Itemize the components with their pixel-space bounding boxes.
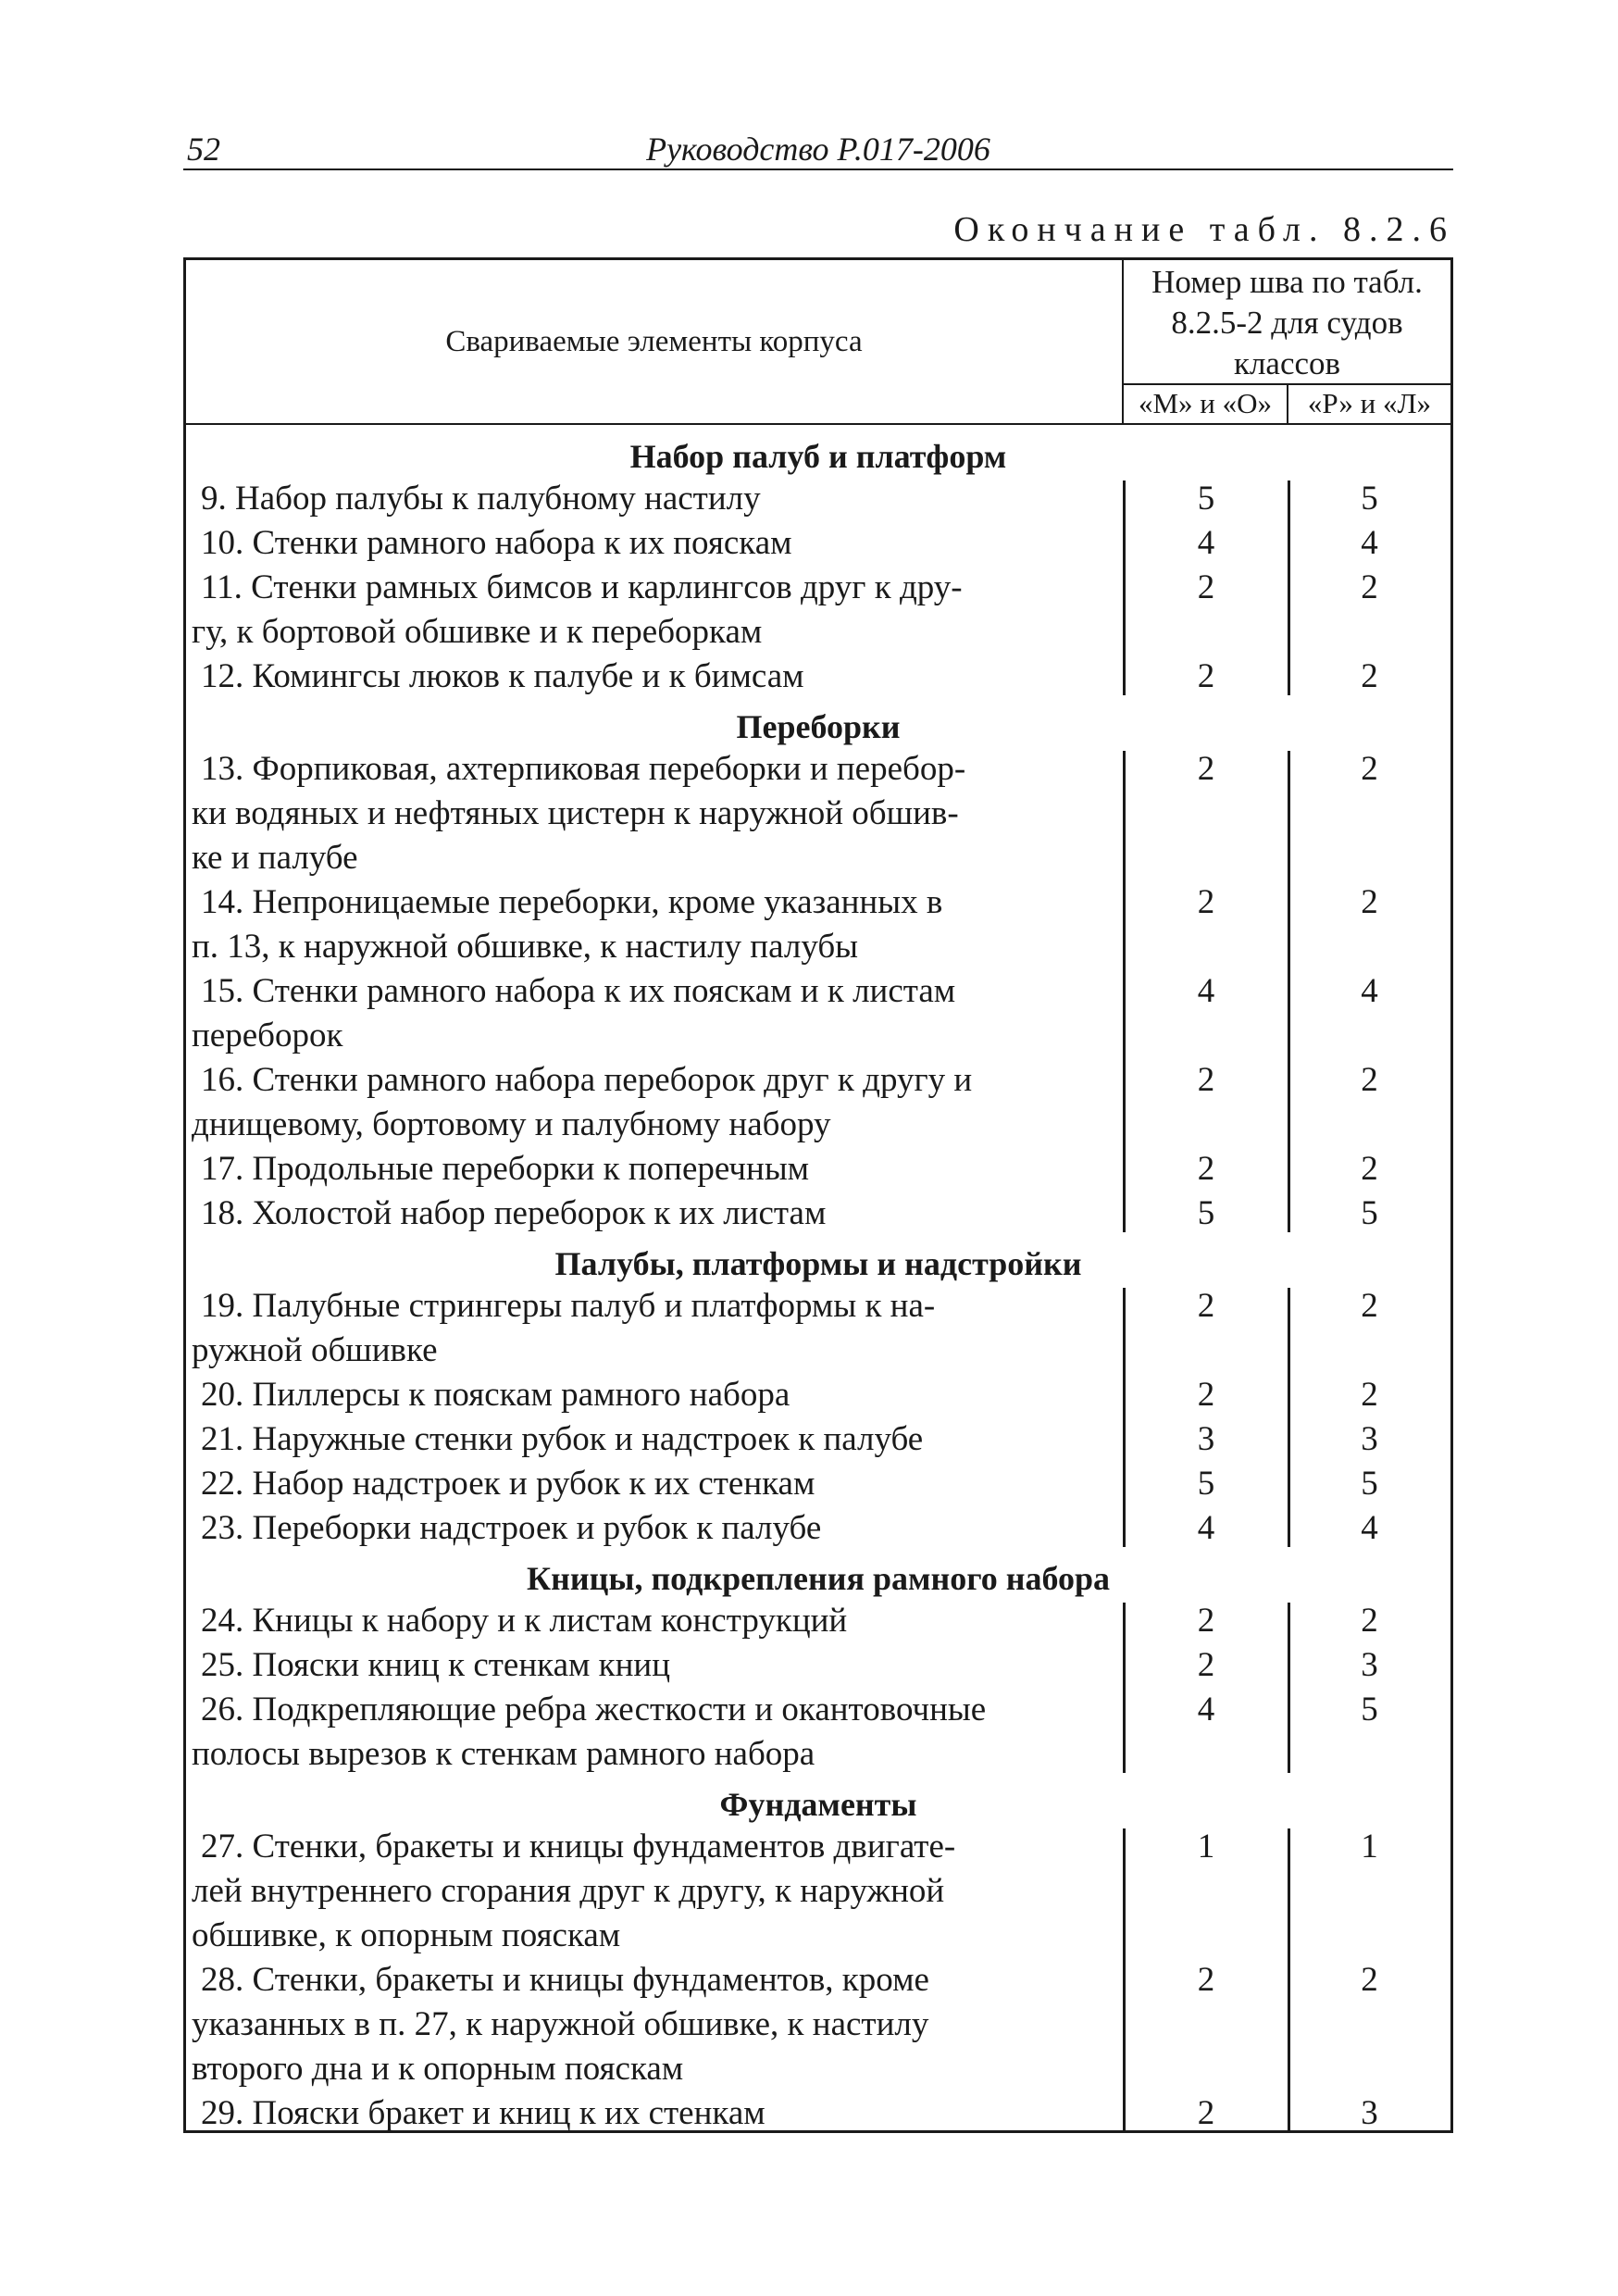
seam-number-class-r-l: 5 xyxy=(1361,1194,1378,1232)
seam-number-class-m-o: 2 xyxy=(1197,883,1215,921)
table-caption: Окончание табл. 8.2.6 xyxy=(953,210,1455,249)
seam-number-class-m-o: 2 xyxy=(1197,2094,1215,2132)
description-line: гу, к бортовой обшивке и к переборкам xyxy=(192,613,763,651)
seam-number-class-m-o: 2 xyxy=(1197,1646,1215,1684)
seam-number-class-r-l: 3 xyxy=(1361,2094,1378,2132)
description-line: 14. Непроницаемые переборки, кроме указанных в xyxy=(201,883,943,921)
weld-table xyxy=(183,257,1453,2133)
description-line: 22. Набор надстроек и рубок к их стенкам xyxy=(201,1465,815,1503)
seam-number-class-r-l: 5 xyxy=(1361,480,1378,518)
row-element-description xyxy=(186,1417,1124,1462)
description-line: лей внутреннего сгорания друг к другу, к наружной xyxy=(192,1872,945,1910)
seam-number-class-m-o: 2 xyxy=(1197,1602,1215,1640)
description-line: 25. Пояски книц к стенкам книц xyxy=(201,1646,671,1684)
table-body xyxy=(186,429,1450,2136)
description-line: 17. Продольные переборки к поперечным xyxy=(201,1150,810,1188)
seam-number-class-r-l: 1 xyxy=(1361,1828,1378,1866)
seam-number-class-m-o: 5 xyxy=(1197,1465,1215,1503)
seam-number-class-m-o: 2 xyxy=(1197,1150,1215,1188)
seam-number-class-r-l: 2 xyxy=(1361,1961,1378,1999)
seam-number-class-m-o: 3 xyxy=(1197,1420,1215,1458)
seam-number-class-r-l: 4 xyxy=(1361,524,1378,562)
description-line: 29. Пояски бракет и книц к их стенкам xyxy=(201,2094,765,2132)
row-element-description xyxy=(186,1462,1124,1506)
seam-number-class-r-l: 2 xyxy=(1361,568,1378,606)
row-element-description xyxy=(186,969,1124,1058)
table-row xyxy=(186,1058,1450,1147)
section-rows xyxy=(186,1599,1450,1777)
description-line: днищевому, бортовому и палубному набору xyxy=(192,1105,831,1143)
description-line: ружной обшивке xyxy=(192,1331,438,1369)
description-line: переборок xyxy=(192,1017,343,1054)
row-element-description xyxy=(186,566,1124,655)
page-number: 52 xyxy=(187,131,220,168)
row-element-description xyxy=(186,1058,1124,1147)
description-line: 10. Стенки рамного набора к их пояскам xyxy=(201,524,792,562)
row-element-description xyxy=(186,1506,1124,1551)
section-rows xyxy=(186,747,1450,1236)
description-line: 19. Палубные стрингеры палуб и платформы к на- xyxy=(201,1287,936,1325)
table-row xyxy=(186,1599,1450,1643)
seam-number-class-r-l: 2 xyxy=(1361,1150,1378,1188)
seam-number-class-r-l: 2 xyxy=(1361,1287,1378,1325)
seam-number-class-m-o: 1 xyxy=(1197,1828,1215,1866)
column-header-class-r-l: «Р» и «Л» xyxy=(1288,385,1450,425)
section-title: Набор палуб и платформ xyxy=(629,438,1007,475)
table-row xyxy=(186,1688,1450,1777)
seam-number-class-r-l: 5 xyxy=(1361,1691,1378,1728)
seam-number-class-r-l: 4 xyxy=(1361,1509,1378,1547)
table-row xyxy=(186,1373,1450,1417)
running-title: Руководство Р.017-2006 xyxy=(646,131,990,168)
seam-number-class-m-o: 4 xyxy=(1197,1691,1215,1728)
table-row xyxy=(186,747,1450,880)
row-element-description xyxy=(186,880,1124,969)
seam-number-class-m-o: 4 xyxy=(1197,1509,1215,1547)
description-line: 24. Кницы к набору и к листам конструкций xyxy=(201,1602,848,1640)
seam-number-class-m-o: 5 xyxy=(1197,480,1215,518)
description-line: 16. Стенки рамного набора переборок друг к другу и xyxy=(201,1061,973,1099)
table-row xyxy=(186,566,1450,655)
row-element-description xyxy=(186,2091,1124,2136)
table-row xyxy=(186,1958,1450,2091)
table-row xyxy=(186,1417,1450,1462)
table-row xyxy=(186,2091,1450,2136)
description-line: 12. Комингсы люков к палубе и к бимсам xyxy=(201,657,804,695)
table-row xyxy=(186,655,1450,699)
seam-number-class-r-l: 2 xyxy=(1361,1061,1378,1099)
description-line: 21. Наружные стенки рубок и надстроек к палубе xyxy=(201,1420,924,1458)
seam-number-class-r-l: 2 xyxy=(1361,1376,1378,1414)
seam-number-class-m-o: 2 xyxy=(1197,1961,1215,1999)
table-row xyxy=(186,1462,1450,1506)
table-row xyxy=(186,1643,1450,1688)
page-header xyxy=(183,128,1453,170)
description-line: полосы вырезов к стенкам рамного набора xyxy=(192,1735,815,1773)
section-rows xyxy=(186,1284,1450,1551)
description-line: 15. Стенки рамного набора к их пояскам и к листам xyxy=(201,972,956,1010)
row-element-description xyxy=(186,521,1124,566)
seam-number-class-m-o: 2 xyxy=(1197,657,1215,695)
table-row xyxy=(186,1147,1450,1192)
seam-number-class-m-o: 2 xyxy=(1197,568,1215,606)
row-element-description xyxy=(186,1688,1124,1777)
table-row xyxy=(186,969,1450,1058)
section-title: Фундаменты xyxy=(719,1786,917,1823)
table-row xyxy=(186,1284,1450,1373)
table-row xyxy=(186,521,1450,566)
description-line: 18. Холостой набор переборок к их листам xyxy=(201,1194,827,1232)
description-line: 13. Форпиковая, ахтерпиковая переборки и перебор- xyxy=(201,750,966,788)
seam-number-class-m-o: 5 xyxy=(1197,1194,1215,1232)
row-element-description xyxy=(186,1147,1124,1192)
seam-number-class-m-o: 4 xyxy=(1197,524,1215,562)
column-header-seam-number: Номер шва по табл. 8.2.5-2 для судов классов xyxy=(1124,260,1450,385)
description-line: обшивке, к опорным пояскам xyxy=(192,1916,621,1954)
table-row xyxy=(186,477,1450,521)
row-element-description xyxy=(186,1192,1124,1236)
description-line: 23. Переборки надстроек и рубок к палубе xyxy=(201,1509,822,1547)
description-line: 11. Стенки рамных бимсов и карлингсов друг к дру- xyxy=(201,568,963,606)
table-row xyxy=(186,880,1450,969)
description-line: ке и палубе xyxy=(192,839,358,877)
section-rows xyxy=(186,1825,1450,2136)
row-element-description xyxy=(186,1643,1124,1688)
column-header-class-m-o: «М» и «О» xyxy=(1124,385,1288,425)
row-element-description xyxy=(186,477,1124,521)
description-line: 28. Стенки, бракеты и кницы фундаментов, кроме xyxy=(201,1961,929,1999)
seam-number-class-r-l: 3 xyxy=(1361,1420,1378,1458)
seam-number-class-r-l: 3 xyxy=(1361,1646,1378,1684)
seam-number-class-m-o: 4 xyxy=(1197,972,1215,1010)
description-line: 26. Подкрепляющие ребра жесткости и окантовочные xyxy=(201,1691,987,1728)
seam-number-class-m-o: 2 xyxy=(1197,1376,1215,1414)
row-element-description xyxy=(186,1825,1124,1958)
row-element-description xyxy=(186,747,1124,880)
seam-number-class-m-o: 2 xyxy=(1197,1061,1215,1099)
section-rows xyxy=(186,477,1450,699)
description-line: 27. Стенки, бракеты и кницы фундаментов двигате- xyxy=(201,1828,956,1866)
row-element-description xyxy=(186,1599,1124,1643)
seam-number-class-m-o: 2 xyxy=(1197,1287,1215,1325)
description-line: п. 13, к наружной обшивке, к настилу палубы xyxy=(192,928,859,966)
row-element-description xyxy=(186,1284,1124,1373)
section-title: Переборки xyxy=(736,708,901,745)
seam-number-class-r-l: 2 xyxy=(1361,750,1378,788)
table-row xyxy=(186,1506,1450,1551)
row-element-description xyxy=(186,655,1124,699)
description-line: 20. Пиллерсы к пояскам рамного набора xyxy=(201,1376,790,1414)
row-element-description xyxy=(186,1373,1124,1417)
seam-number-class-r-l: 2 xyxy=(1361,657,1378,695)
description-line: указанных в п. 27, к наружной обшивке, к настилу xyxy=(192,2005,929,2043)
row-element-description xyxy=(186,1958,1124,2091)
seam-number-class-r-l: 2 xyxy=(1361,1602,1378,1640)
section-title: Кницы, подкрепления рамного набора xyxy=(527,1560,1110,1597)
section-title: Палубы, платформы и надстройки xyxy=(554,1245,1082,1282)
description-line: 9. Набор палубы к палубному настилу xyxy=(201,480,761,518)
description-line: ки водяных и нефтяных цистерн к наружной обшив- xyxy=(192,794,959,832)
table-row xyxy=(186,1825,1450,1958)
seam-number-class-r-l: 4 xyxy=(1361,972,1378,1010)
seam-number-class-r-l: 2 xyxy=(1361,883,1378,921)
table-row xyxy=(186,1192,1450,1236)
description-line: второго дна и к опорным пояскам xyxy=(192,2050,684,2088)
column-header-elements: Свариваемые элементы корпуса xyxy=(186,260,1124,425)
seam-number-class-m-o: 2 xyxy=(1197,750,1215,788)
seam-number-class-r-l: 5 xyxy=(1361,1465,1378,1503)
